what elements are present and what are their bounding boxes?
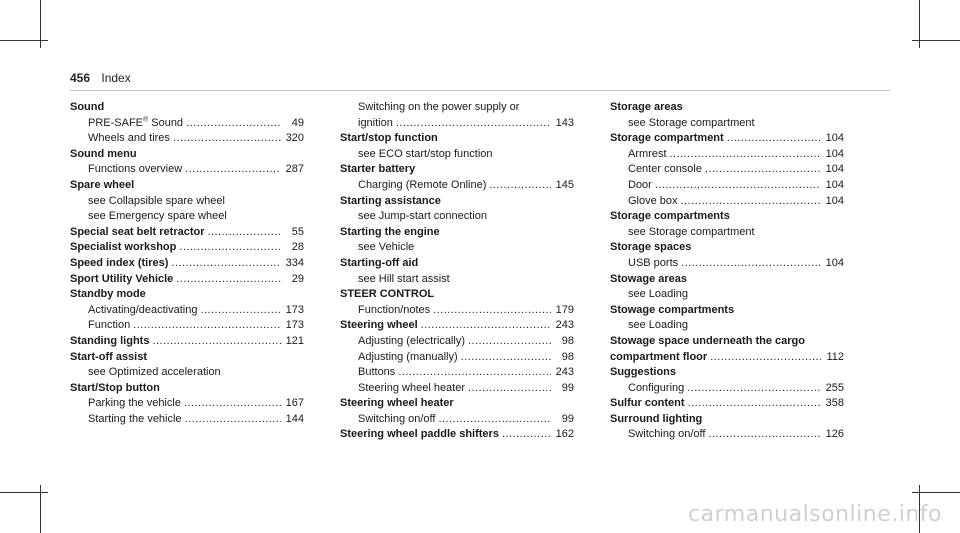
index-subentry	[70, 131, 304, 147]
entry-text	[610, 131, 724, 147]
index-term	[70, 287, 304, 303]
index-column-2	[340, 100, 574, 443]
entry-label: see Hill start assist	[358, 272, 450, 285]
page-reference: 99	[561, 412, 574, 425]
index-term	[610, 272, 844, 288]
crop-mark	[912, 492, 960, 493]
index-subentry	[340, 209, 574, 225]
crop-mark	[0, 492, 48, 493]
entry-label: Standby mode	[70, 288, 146, 301]
entry-text	[88, 209, 227, 225]
page-reference: 98	[561, 334, 574, 347]
page-number: 456	[70, 71, 91, 85]
index-term	[340, 162, 574, 178]
index-subentry	[610, 116, 844, 132]
index-term	[610, 396, 844, 412]
entry-text	[628, 147, 667, 163]
entry-text	[88, 131, 170, 147]
leader-dots	[184, 396, 281, 412]
index-subentry	[340, 381, 574, 397]
entry-text	[340, 318, 418, 334]
index-subentry	[70, 116, 304, 132]
page-reference: 49	[291, 116, 304, 129]
leader-dots	[502, 427, 551, 443]
leader-dots	[688, 396, 821, 412]
entry-text	[628, 194, 678, 210]
entry-label-suffix: Sound	[148, 116, 184, 129]
entry-label: Storage compartment	[610, 132, 724, 145]
index-term	[340, 131, 574, 147]
section-title: Index	[101, 71, 131, 85]
entry-text	[70, 256, 168, 272]
leader-dots	[398, 365, 551, 381]
entry-text	[358, 209, 487, 225]
entry-label: Switching on/off	[358, 412, 436, 425]
entry-label: see ECO start/stop function	[358, 147, 493, 160]
entry-text	[610, 412, 702, 428]
entry-text	[88, 365, 221, 381]
page-reference: 112	[826, 350, 844, 363]
entry-label: see Jump-start connection	[358, 210, 488, 223]
entry-text	[610, 396, 685, 412]
page-reference: 255	[825, 381, 844, 394]
index-subentry	[340, 178, 574, 194]
entry-label: Activating/deactivating	[88, 303, 198, 316]
entry-label: Stowage compartments	[610, 303, 735, 316]
index-term	[340, 318, 574, 334]
index-subentry	[70, 209, 304, 225]
index-subentry	[340, 116, 574, 132]
entry-label: see Collapsible spare wheel	[88, 194, 225, 207]
entry-label: Steering wheel	[340, 319, 418, 332]
entry-label: Speed index (tires)	[70, 256, 169, 269]
entry-text	[70, 178, 134, 194]
page-reference: 145	[555, 178, 574, 191]
page-reference: 104	[825, 132, 844, 145]
leader-dots	[468, 334, 551, 350]
entry-text	[340, 162, 415, 178]
entry-label: Armrest	[628, 147, 667, 160]
entry-label: Steering wheel heater	[340, 397, 454, 410]
entry-label: see Storage compartment	[628, 116, 755, 129]
entry-label: Switching on/off	[628, 428, 706, 441]
page-reference: 144	[285, 412, 304, 425]
entry-text	[358, 147, 493, 163]
page-reference: 55	[291, 225, 304, 238]
entry-label: see Storage compartment	[628, 225, 755, 238]
entry-text	[340, 256, 418, 272]
leader-dots	[185, 412, 281, 428]
leader-dots	[705, 162, 821, 178]
index-column-3	[610, 100, 844, 443]
leader-dots	[171, 256, 281, 272]
entry-label: Storage areas	[610, 101, 683, 113]
entry-text	[358, 350, 458, 366]
entry-label: Adjusting (manually)	[358, 350, 458, 363]
entry-text	[70, 350, 147, 366]
entry-label: Storage compartments	[610, 210, 730, 223]
entry-text	[628, 178, 652, 194]
page-reference: 104	[825, 256, 844, 269]
leader-dots	[708, 427, 821, 443]
entry-text	[340, 131, 438, 147]
leader-dots	[710, 350, 821, 366]
entry-text	[358, 334, 465, 350]
entry-label: Storage spaces	[610, 241, 692, 254]
entry-text	[340, 225, 440, 241]
entry-text	[610, 209, 730, 225]
entry-text	[610, 365, 676, 381]
index-term	[610, 131, 844, 147]
leader-dots	[655, 178, 821, 194]
index-term	[70, 178, 304, 194]
page-reference: 167	[285, 397, 304, 410]
leader-dots	[489, 178, 551, 194]
entry-text	[610, 272, 687, 288]
entry-label: Parking the vehicle	[88, 397, 181, 410]
index-subentry	[340, 240, 574, 256]
page-reference: 28	[291, 241, 304, 254]
page-reference: 143	[555, 116, 574, 129]
entry-label: Functions overview	[88, 163, 183, 176]
entry-label: Charging (Remote Online)	[358, 178, 487, 191]
entry-label: Stowage space underneath the cargo	[610, 334, 805, 347]
header-rule	[70, 90, 890, 91]
entry-label: compartment floor	[610, 350, 708, 363]
leader-dots	[670, 147, 822, 163]
entry-label: Sound	[70, 101, 105, 113]
index-subentry	[610, 287, 844, 303]
page-reference: 99	[561, 381, 574, 394]
entry-text	[340, 396, 454, 412]
index-subentry	[610, 147, 844, 163]
index-term	[70, 147, 304, 163]
entry-label: Starter battery	[340, 163, 416, 176]
leader-dots	[186, 116, 281, 132]
entry-label: see Emergency spare wheel	[88, 210, 227, 223]
leader-dots	[179, 240, 281, 256]
crop-mark	[912, 40, 960, 41]
leader-dots	[396, 116, 551, 132]
entry-text	[628, 381, 684, 397]
index-subentry	[70, 162, 304, 178]
index-column-1	[70, 100, 304, 427]
entry-label: ignition	[358, 116, 393, 129]
entry-text	[610, 303, 734, 319]
entry-text	[70, 272, 173, 288]
leader-dots	[421, 318, 551, 334]
entry-label: Surround lighting	[610, 412, 703, 425]
index-subentry	[610, 194, 844, 210]
entry-text	[88, 396, 181, 412]
entry-text	[70, 381, 160, 397]
index-term	[340, 287, 574, 303]
leader-dots	[133, 318, 281, 334]
index-term	[610, 350, 844, 366]
entry-text	[340, 287, 434, 303]
entry-label: Suggestions	[610, 366, 677, 379]
entry-label: see Loading	[628, 319, 688, 332]
index-term	[70, 272, 304, 288]
entry-text	[88, 412, 182, 428]
index-subentry	[340, 412, 574, 428]
index-subentry	[340, 303, 574, 319]
page-reference: 104	[825, 194, 844, 207]
entry-text	[358, 412, 435, 428]
leader-dots	[176, 272, 281, 288]
entry-label: Sport Utility Vehicle	[70, 272, 174, 285]
crop-mark	[0, 40, 48, 41]
entry-text	[70, 240, 176, 256]
leader-dots	[433, 303, 551, 319]
leader-dots	[727, 131, 821, 147]
index-subentry	[70, 365, 304, 381]
index-subentry	[70, 318, 304, 334]
entry-label: Spare wheel	[70, 178, 135, 191]
leader-dots	[687, 381, 821, 397]
entry-label: see Vehicle	[358, 241, 415, 254]
index-term	[70, 381, 304, 397]
leader-dots	[438, 412, 551, 428]
entry-label: Stowage areas	[610, 272, 688, 285]
index-subentry	[610, 225, 844, 241]
entry-text	[358, 116, 393, 132]
index-term	[70, 350, 304, 366]
entry-label: Sound menu	[70, 147, 137, 160]
entry-text	[358, 365, 395, 381]
entry-text	[70, 147, 137, 163]
page-reference: 173	[285, 319, 304, 332]
entry-text	[88, 303, 197, 319]
entry-label: Sulfur content	[610, 397, 685, 410]
index-term	[70, 334, 304, 350]
page-reference: 104	[825, 147, 844, 160]
index-term	[610, 209, 844, 225]
entry-label: Glove box	[628, 194, 678, 207]
index-term	[340, 396, 574, 412]
entry-text	[88, 318, 130, 334]
index-term	[70, 240, 304, 256]
entry-label: Door	[628, 178, 652, 191]
index-subentry	[610, 318, 844, 334]
page-reference: 121	[285, 334, 304, 347]
entry-label: Starting assistance	[340, 194, 441, 207]
leader-dots	[468, 381, 551, 397]
entry-text	[70, 225, 205, 241]
page-reference: 173	[285, 303, 304, 316]
leader-dots	[208, 225, 281, 241]
entry-label: Buttons	[358, 366, 396, 379]
entry-text	[358, 272, 450, 288]
entry-label: Start/Stop button	[70, 381, 160, 394]
index-subentry	[610, 427, 844, 443]
index-subentry	[610, 256, 844, 272]
page-reference: 358	[825, 397, 844, 410]
entry-text	[70, 100, 104, 116]
index-subentry	[340, 147, 574, 163]
entry-text	[628, 162, 702, 178]
leader-dots	[461, 350, 551, 366]
index-term	[70, 100, 304, 116]
entry-label: Start/stop function	[340, 132, 438, 145]
entry-text	[628, 427, 705, 443]
entry-text	[340, 194, 441, 210]
entry-text	[358, 381, 465, 397]
entry-text	[628, 256, 678, 272]
entry-label: Starting the engine	[340, 225, 440, 238]
entry-text	[88, 194, 225, 210]
leader-dots	[681, 256, 821, 272]
leader-dots	[681, 194, 821, 210]
entry-text	[610, 100, 683, 116]
index-term	[340, 194, 574, 210]
entry-label: see Loading	[628, 288, 688, 301]
entry-text	[628, 318, 688, 334]
index-subentry	[610, 162, 844, 178]
entry-text	[88, 162, 182, 178]
entry-label: STEER CONTROL	[340, 288, 435, 301]
entry-label: PRE-SAFE	[88, 116, 144, 129]
entry-label: Standing lights	[70, 334, 150, 347]
leader-dots	[185, 162, 281, 178]
entry-label: Starting-off aid	[340, 256, 419, 269]
entry-text	[70, 334, 149, 350]
entry-text	[358, 303, 430, 319]
index-term	[340, 225, 574, 241]
entry-label: Switching on the power supply or	[358, 101, 520, 113]
index-subentry	[340, 272, 574, 288]
index-subentry	[340, 365, 574, 381]
entry-label: Adjusting (electrically)	[358, 334, 465, 347]
index-term	[70, 256, 304, 272]
entry-text	[610, 334, 805, 350]
page-reference: 29	[291, 272, 304, 285]
entry-label: Specialist workshop	[70, 241, 177, 254]
entry-text	[610, 240, 691, 256]
page-reference: 179	[555, 303, 574, 316]
entry-text	[628, 287, 688, 303]
index-term	[70, 225, 304, 241]
entry-label: Special seat belt retractor	[70, 225, 205, 238]
entry-label: Center console	[628, 163, 702, 176]
page-reference: 320	[285, 132, 304, 145]
page-reference: 126	[825, 428, 844, 441]
page-reference: 243	[555, 319, 574, 332]
entry-label: Start-off assist	[70, 350, 148, 363]
page-header	[70, 71, 131, 85]
entry-label: Function/notes	[358, 303, 431, 316]
leader-dots	[200, 303, 281, 319]
index-term	[610, 365, 844, 381]
index-term	[610, 303, 844, 319]
entry-text	[358, 240, 414, 256]
entry-text	[340, 427, 499, 443]
leader-dots	[173, 131, 281, 147]
index-subentry	[610, 381, 844, 397]
entry-text	[628, 225, 755, 241]
index-term	[610, 334, 844, 350]
entry-text	[358, 178, 486, 194]
index-subentry	[70, 303, 304, 319]
page-reference: 104	[825, 163, 844, 176]
entry-label: Configuring	[628, 381, 685, 394]
index-subentry	[610, 178, 844, 194]
leader-dots	[152, 334, 281, 350]
index-term	[340, 427, 574, 443]
entry-label: Function	[88, 319, 131, 332]
page-reference: 243	[555, 366, 574, 379]
entry-text	[610, 350, 707, 366]
page-reference: 104	[825, 178, 844, 191]
page-reference: 334	[285, 256, 304, 269]
entry-text	[70, 287, 146, 303]
index-term	[610, 100, 844, 116]
index-subentry	[70, 396, 304, 412]
page-reference: 98	[561, 350, 574, 363]
index-term	[610, 240, 844, 256]
entry-label: see Optimized acceleration	[88, 366, 221, 379]
entry-label: USB ports	[628, 256, 679, 269]
index-subentry	[70, 194, 304, 210]
index-subentry	[70, 412, 304, 428]
entry-text	[358, 100, 519, 116]
entry-text	[628, 116, 755, 132]
entry-label: Steering wheel heater	[358, 381, 466, 394]
index-subentry	[340, 100, 574, 116]
index-term	[340, 256, 574, 272]
index-subentry	[340, 334, 574, 350]
page-reference: 287	[285, 163, 304, 176]
watermark: carmanualsonline.info	[688, 502, 942, 527]
entry-label: Starting the vehicle	[88, 412, 182, 425]
registered-mark: ®	[143, 115, 149, 123]
index-subentry	[340, 350, 574, 366]
entry-label: Steering wheel paddle shifters	[340, 428, 499, 441]
entry-text	[88, 116, 183, 132]
page-reference: 162	[555, 428, 574, 441]
index-term	[610, 412, 844, 428]
entry-label: Wheels and tires	[88, 132, 170, 145]
